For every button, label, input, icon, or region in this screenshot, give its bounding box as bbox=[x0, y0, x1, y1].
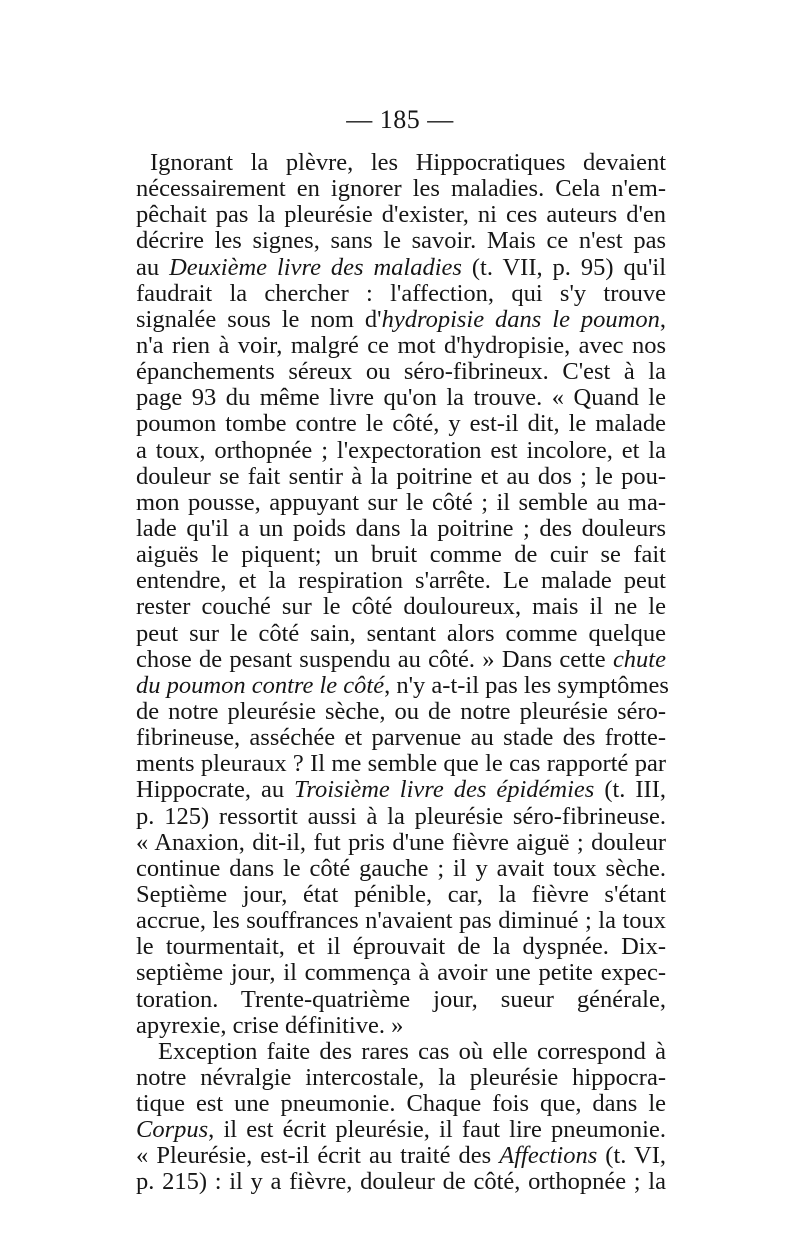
text-segment: chose de pesant suspendu au côté. » Dans cette bbox=[136, 645, 613, 673]
text-segment: entendre, et la respiration s'arrête. Le malade peut bbox=[136, 567, 666, 595]
text-line bbox=[136, 542, 666, 568]
text-line bbox=[136, 594, 666, 620]
text-segment: (t. VI, bbox=[597, 1142, 666, 1170]
text-line bbox=[136, 464, 666, 490]
text-segment: pêchait pas la pleurésie d'exister, ni ces auteurs d'en bbox=[136, 201, 666, 229]
text-segment: accrue, les souffrances n'avaient pas diminué ; la toux bbox=[136, 907, 666, 935]
text-line bbox=[136, 228, 666, 254]
text-segment: septième jour, il commença à avoir une petite expec- bbox=[136, 959, 666, 987]
text-line bbox=[136, 777, 666, 803]
text-segment: notre névralgie intercostale, la pleurésie hippocra- bbox=[136, 1063, 666, 1091]
text-segment: peut sur le côté sain, sentant alors comme quelque bbox=[136, 619, 666, 647]
body-text bbox=[136, 149, 669, 1196]
text-segment: Hippocrate, au bbox=[136, 776, 295, 804]
text-line bbox=[136, 934, 666, 960]
text-line bbox=[136, 908, 666, 934]
text-segment: mon pousse, appuyant sur le côté ; il semble au ma- bbox=[136, 488, 666, 516]
text-segment: de notre pleurésie sèche, ou de notre pleurésie séro- bbox=[136, 697, 666, 725]
italic-text: Corpus bbox=[136, 1116, 209, 1144]
text-segment: page 93 du même livre qu'on la trouve. « Quand le bbox=[136, 384, 666, 412]
text-segment: au bbox=[136, 253, 170, 281]
text-segment: Exception faite des rares cas où elle correspond à bbox=[158, 1037, 666, 1065]
text-line bbox=[136, 1091, 666, 1117]
page-number: — 185 — bbox=[346, 105, 454, 134]
text-line bbox=[136, 751, 666, 777]
text-segment: a toux, orthopnée ; l'expectoration est incolore, et la bbox=[136, 436, 666, 464]
text-line bbox=[136, 438, 666, 464]
text-segment: , bbox=[659, 305, 666, 333]
text-line bbox=[136, 307, 666, 333]
text-segment: continue dans le côté gauche ; il y avait toux sèche. bbox=[136, 854, 666, 882]
text-line bbox=[136, 411, 666, 437]
text-line bbox=[136, 333, 666, 359]
text-line bbox=[136, 621, 666, 647]
text-line bbox=[136, 359, 666, 385]
text-segment: Septième jour, état pénible, car, la fièvre s'étant bbox=[136, 880, 666, 908]
text-line bbox=[136, 882, 666, 908]
text-segment: fibrineuse, asséchée et parvenue au stade des frotte- bbox=[136, 724, 666, 752]
text-segment: apyrexie, crise définitive. » bbox=[136, 1011, 404, 1039]
text-line bbox=[136, 490, 666, 516]
text-segment: rester couché sur le côté douloureux, mais il ne le bbox=[136, 593, 666, 621]
text-line bbox=[136, 725, 666, 751]
text-line bbox=[136, 516, 666, 542]
text-line bbox=[136, 804, 666, 830]
text-line bbox=[136, 1039, 666, 1065]
italic-text: du poumon contre le côté bbox=[136, 671, 385, 699]
text-line bbox=[136, 987, 666, 1013]
text-line bbox=[136, 202, 666, 228]
italic-text: Affections bbox=[499, 1142, 598, 1170]
italic-text: hydropisie dans le poumon bbox=[381, 305, 660, 333]
text-line bbox=[136, 176, 666, 202]
text-segment: p. 215) : il y a fièvre, douleur de côté, orthopnée ; la bbox=[136, 1168, 666, 1196]
text-line bbox=[136, 1143, 666, 1169]
text-segment: poumon tombe contre le côté, y est-il dit, le malade bbox=[136, 410, 666, 438]
text-segment: tique est une pneumonie. Chaque fois que, dans le bbox=[136, 1090, 666, 1118]
text-segment: n'a rien à voir, malgré ce mot d'hydropisie, avec nos bbox=[136, 331, 666, 359]
italic-text: Troisième livre des épidémies bbox=[294, 776, 595, 804]
text-segment: décrire les signes, sans le savoir. Mais ce n'est pas bbox=[136, 227, 666, 255]
text-segment: toration. Trente-quatrième jour, sueur générale, bbox=[136, 985, 666, 1013]
text-line bbox=[136, 1013, 666, 1039]
text-line bbox=[136, 1169, 666, 1195]
text-line bbox=[136, 699, 666, 725]
text-line bbox=[136, 1065, 666, 1091]
text-line bbox=[136, 150, 666, 176]
text-line bbox=[136, 671, 669, 699]
text-segment: ments pleuraux ? Il me semble que le cas rapporté par bbox=[136, 750, 666, 778]
text-line bbox=[136, 255, 666, 281]
text-segment: Ignorant la plèvre, les Hippocratiques devaient bbox=[150, 149, 666, 176]
text-segment: (t. VII, p. 95) qu'il bbox=[461, 253, 666, 281]
text-segment: épanchements séreux ou séro-fibrineux. C'est à la bbox=[136, 358, 666, 386]
text-segment: « Anaxion, dit-il, fut pris d'une fièvre aiguë ; douleur bbox=[136, 828, 666, 856]
text-segment: , n'y a-t-il pas les symptômes bbox=[384, 671, 669, 699]
text-line bbox=[136, 568, 666, 594]
text-segment: lade qu'il a un poids dans la poitrine ; des douleurs bbox=[136, 514, 666, 542]
text-line bbox=[136, 647, 666, 673]
text-segment: douleur se fait sentir à la poitrine et au dos ; le pou- bbox=[136, 462, 666, 490]
text-segment: le tourmentait, et il éprouvait de la dyspnée. Dix- bbox=[136, 933, 666, 961]
italic-text: chute bbox=[612, 645, 666, 673]
text-line bbox=[136, 385, 666, 411]
text-line bbox=[136, 1117, 666, 1143]
text-line bbox=[136, 960, 666, 986]
text-segment: faudrait la chercher : l'affection, qui s'y trouve bbox=[136, 279, 666, 307]
text-segment: nécessairement en ignorer les maladies. Cela n'em- bbox=[136, 175, 666, 203]
text-segment: signalée sous le nom d' bbox=[136, 305, 382, 333]
text-segment: p. 125) ressortit aussi à la pleurésie séro-fibrineuse. bbox=[136, 802, 666, 830]
text-segment: « Pleurésie, est-il écrit au traité des bbox=[136, 1142, 500, 1170]
text-segment: aiguës le piquent; un bruit comme de cuir se fait bbox=[136, 541, 666, 569]
text-segment: (t. III, bbox=[594, 776, 666, 804]
text-line bbox=[136, 830, 666, 856]
italic-text: Deuxième livre des maladies bbox=[169, 253, 462, 281]
text-segment: , il est écrit pleurésie, il faut lire pneumonie. bbox=[208, 1116, 666, 1144]
text-line bbox=[136, 281, 666, 307]
text-line bbox=[136, 856, 666, 882]
